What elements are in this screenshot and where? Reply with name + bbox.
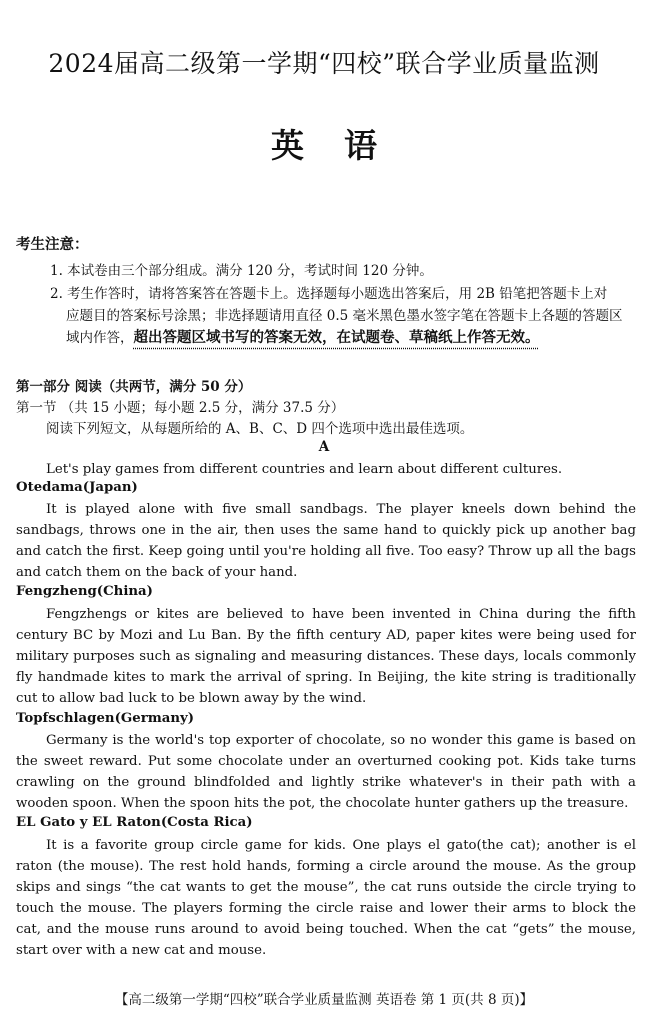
notice-heading: 考生注意： bbox=[16, 236, 89, 253]
notice-item-2-line1: 2. 考生作答时，请将答案答在答题卡上。选择题每小题选出答案后，用 2B 铅笔把答题卡上对 bbox=[50, 286, 608, 302]
game-text-otedama: It is played alone with five small sandbags. The player kneels down behind the sandbags, throws one in the air, then uses the same hand to quickly pick up another bag and catch the first. Keep going until you're holding all five. Too easy? Throw up all the bags and catch them on the back of your hand. bbox=[16, 502, 636, 580]
game-heading-otedama: Otedama(Japan) bbox=[16, 480, 138, 495]
notice-item-2-text: 应题目的答案标号涂黑；非选择题请用直径 0.5 毫米黑色墨水签字笔在答题卡上各题的答题区域内作答， bbox=[66, 307, 623, 346]
notice-item-2 bbox=[50, 284, 636, 350]
exam-title: 2024届高二级第一学期“四校”联合学业质量监测 bbox=[48, 49, 600, 78]
passage-intro: Let's play games from different countries and learn about different cultures. bbox=[46, 462, 563, 477]
game-heading-fengzheng: Fengzheng(China) bbox=[16, 584, 153, 599]
page-footer: 【高二级第一学期“四校”联合学业质量监测 英语卷 第 1 页(共 8 页)】 bbox=[114, 992, 534, 1008]
section-1-heading: 第一节 （共 15 小题；每小题 2.5 分，满分 37.5 分） bbox=[16, 400, 345, 416]
game-text-fengzheng: Fengzhengs or kites are believed to have been invented in China during the fifth century BC by Mozi and Lu Ban. By the fifth century AD, paper kites were being used for military purposes such as signaling and measuring distances. These days, locals commonly fly handmade kites to mark the arrival of spring. In Beijing, the kite string is traditionally cut to allow bad luck to be blown away by the wind. bbox=[16, 607, 636, 706]
game-heading-topfschlagen: Topfschlagen(Germany) bbox=[16, 711, 195, 726]
reading-instruction: 阅读下列短文，从每题所给的 A、B、C、D 四个选项中选出最佳选项。 bbox=[46, 421, 474, 437]
notice-item-2-emphasis: 超出答题区域书写的答案无效，在试题卷、草稿纸上作答无效。 bbox=[133, 329, 540, 346]
subject-title: 英语 bbox=[271, 126, 417, 165]
passage-label: A bbox=[318, 439, 330, 455]
game-heading-el-gato: EL Gato y EL Raton(Costa Rica) bbox=[16, 815, 253, 830]
part-1-heading: 第一部分 阅读（共两节，满分 50 分） bbox=[16, 379, 252, 395]
notice-item-1: 1. 本试卷由三个部分组成。满分 120 分，考试时间 120 分钟。 bbox=[50, 263, 433, 279]
game-text-el-gato: It is a favorite group circle game for kids. One plays el gato(the cat); another is el raton (the mouse). The rest hold hands, forming a circle around the mouse. As the group skips and sings “the cat wants to get the mouse”, the cat runs outside the circle trying to touch the mouse. The players forming the circle raise and lower their arms to block the cat, and the mouse runs around to avoid being touched. When the cat “gets” the mouse, start over with a new cat and mouse. bbox=[16, 838, 636, 958]
notice-item-2-continuation bbox=[50, 306, 636, 350]
game-text-topfschlagen: Germany is the world's top exporter of chocolate, so no wonder this game is based on the sweet reward. Put some chocolate under an overturned cooking pot. Kids take turns crawling on the ground blindfolded and lightly strike whatever's in their path with a wooden spoon. When the spoon hits the pot, the chocolate hunter gathers up the treasure. bbox=[16, 733, 636, 811]
